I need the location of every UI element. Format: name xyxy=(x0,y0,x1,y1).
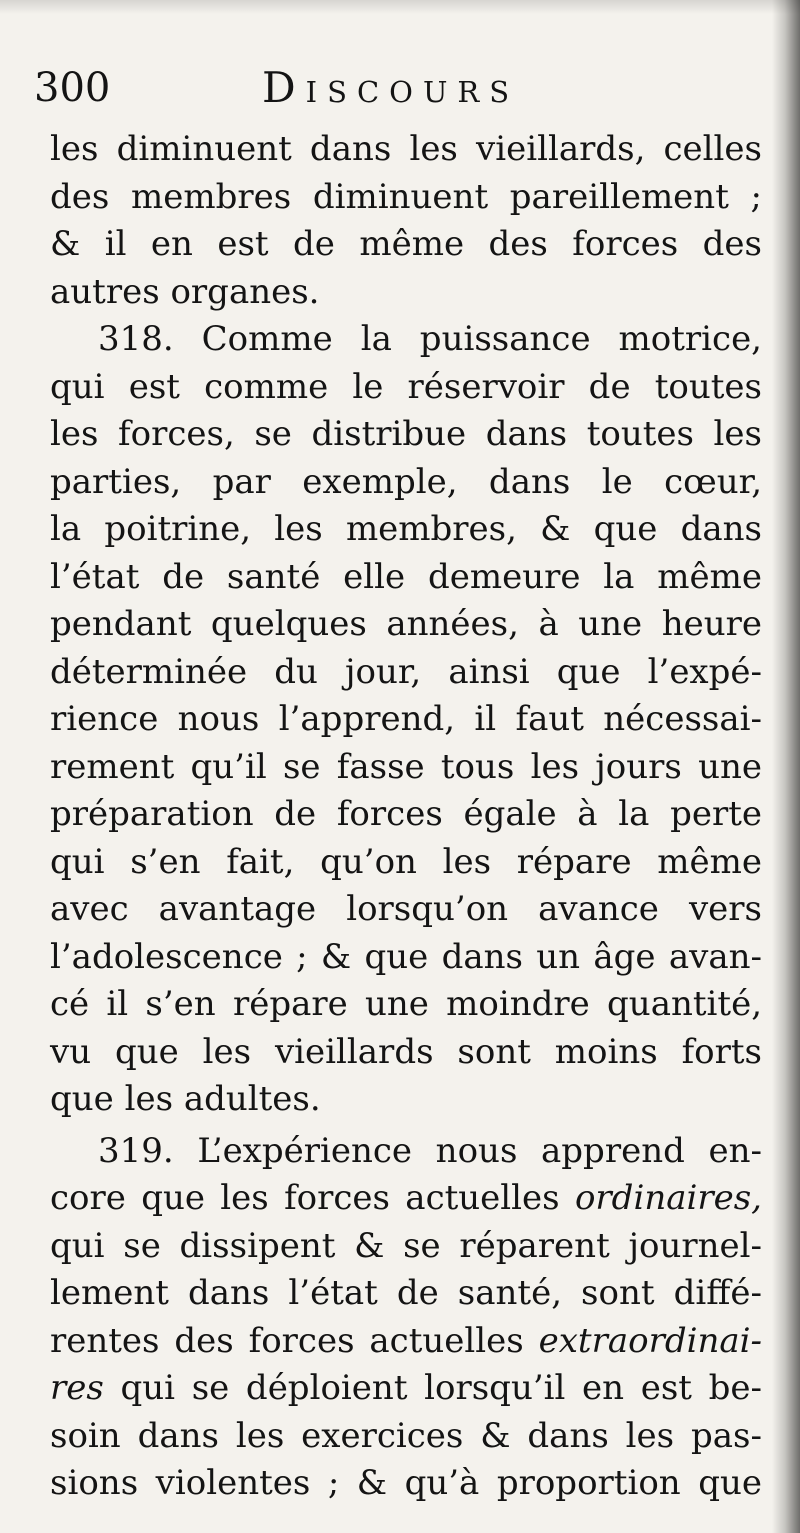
paragraph-319-first-line: 319. L’expérience nous apprend en- xyxy=(98,1130,762,1171)
italic-term-extraordinaires-part2: res xyxy=(50,1368,104,1408)
text-run: qui se déploient lorsqu’il en est be- xyxy=(120,1368,763,1408)
text-line: cé il s’en répare une moindre quantité, xyxy=(50,984,762,1024)
body-text xyxy=(50,126,762,1508)
text-line: les diminuent dans les vieillards, celles xyxy=(50,129,762,169)
text-line: l’adolescence ; & que dans un âge avan- xyxy=(50,936,762,977)
text-line: préparation de forces égale à la perte xyxy=(50,794,762,834)
text-line: déterminée du jour, ainsi que l’expé- xyxy=(50,651,762,692)
text-line: des membres diminuent pareillement ; xyxy=(50,176,762,217)
text-line: vu que les vieillards sont moins forts xyxy=(50,1031,762,1072)
page-top-shadow xyxy=(0,0,800,14)
text-line: soin dans les exercices & dans les pas- xyxy=(50,1415,762,1456)
italic-term-ordinaires: ordinaires, xyxy=(574,1178,762,1218)
italic-term-extraordinaires-part1: extraordinai- xyxy=(538,1320,762,1361)
text-line: sions violentes ; & qu’à proportion que xyxy=(50,1463,762,1503)
text-line: autres organes. xyxy=(50,271,320,312)
text-line: les forces, se distribue dans toutes les xyxy=(50,414,762,454)
text-line: que les adultes. xyxy=(50,1079,321,1119)
text-line: qui s’en fait, qu’on les répare même xyxy=(50,841,762,882)
text-line: & il en est de même des forces des xyxy=(50,224,762,264)
text-line: parties, par exemple, dans le cœur, xyxy=(50,461,762,502)
text-line: qui se dissipent & se réparent journel- xyxy=(50,1225,762,1266)
page-header xyxy=(34,58,754,118)
text-line: rience nous l’apprend, il faut nécessai- xyxy=(50,699,762,739)
text-run: core que les forces actuelles xyxy=(50,1178,560,1218)
page-number: 300 xyxy=(34,65,111,111)
text-line xyxy=(50,1365,762,1413)
text-line: lement dans l’état de santé, sont diffé- xyxy=(50,1273,762,1313)
text-run: rentes des forces actuelles xyxy=(50,1320,524,1361)
text-line: l’état de santé elle demeure la même xyxy=(50,556,762,597)
text-line: avec avantage lorsqu’on avance vers xyxy=(50,889,762,929)
text-line: rement qu’il se fasse tous les jours une xyxy=(50,746,762,787)
text-line xyxy=(50,1318,762,1366)
text-line: pendant quelques années, à une heure xyxy=(50,604,762,644)
paragraph-318-first-line: 318. Comme la puissance motrice, xyxy=(98,319,762,359)
text-line: qui est comme le réservoir de toutes xyxy=(50,366,762,407)
text-line: la poitrine, les membres, & que dans xyxy=(50,509,762,549)
page-gutter-shadow xyxy=(772,0,800,1533)
running-title: Discours xyxy=(262,63,520,112)
text-line xyxy=(50,1175,762,1223)
